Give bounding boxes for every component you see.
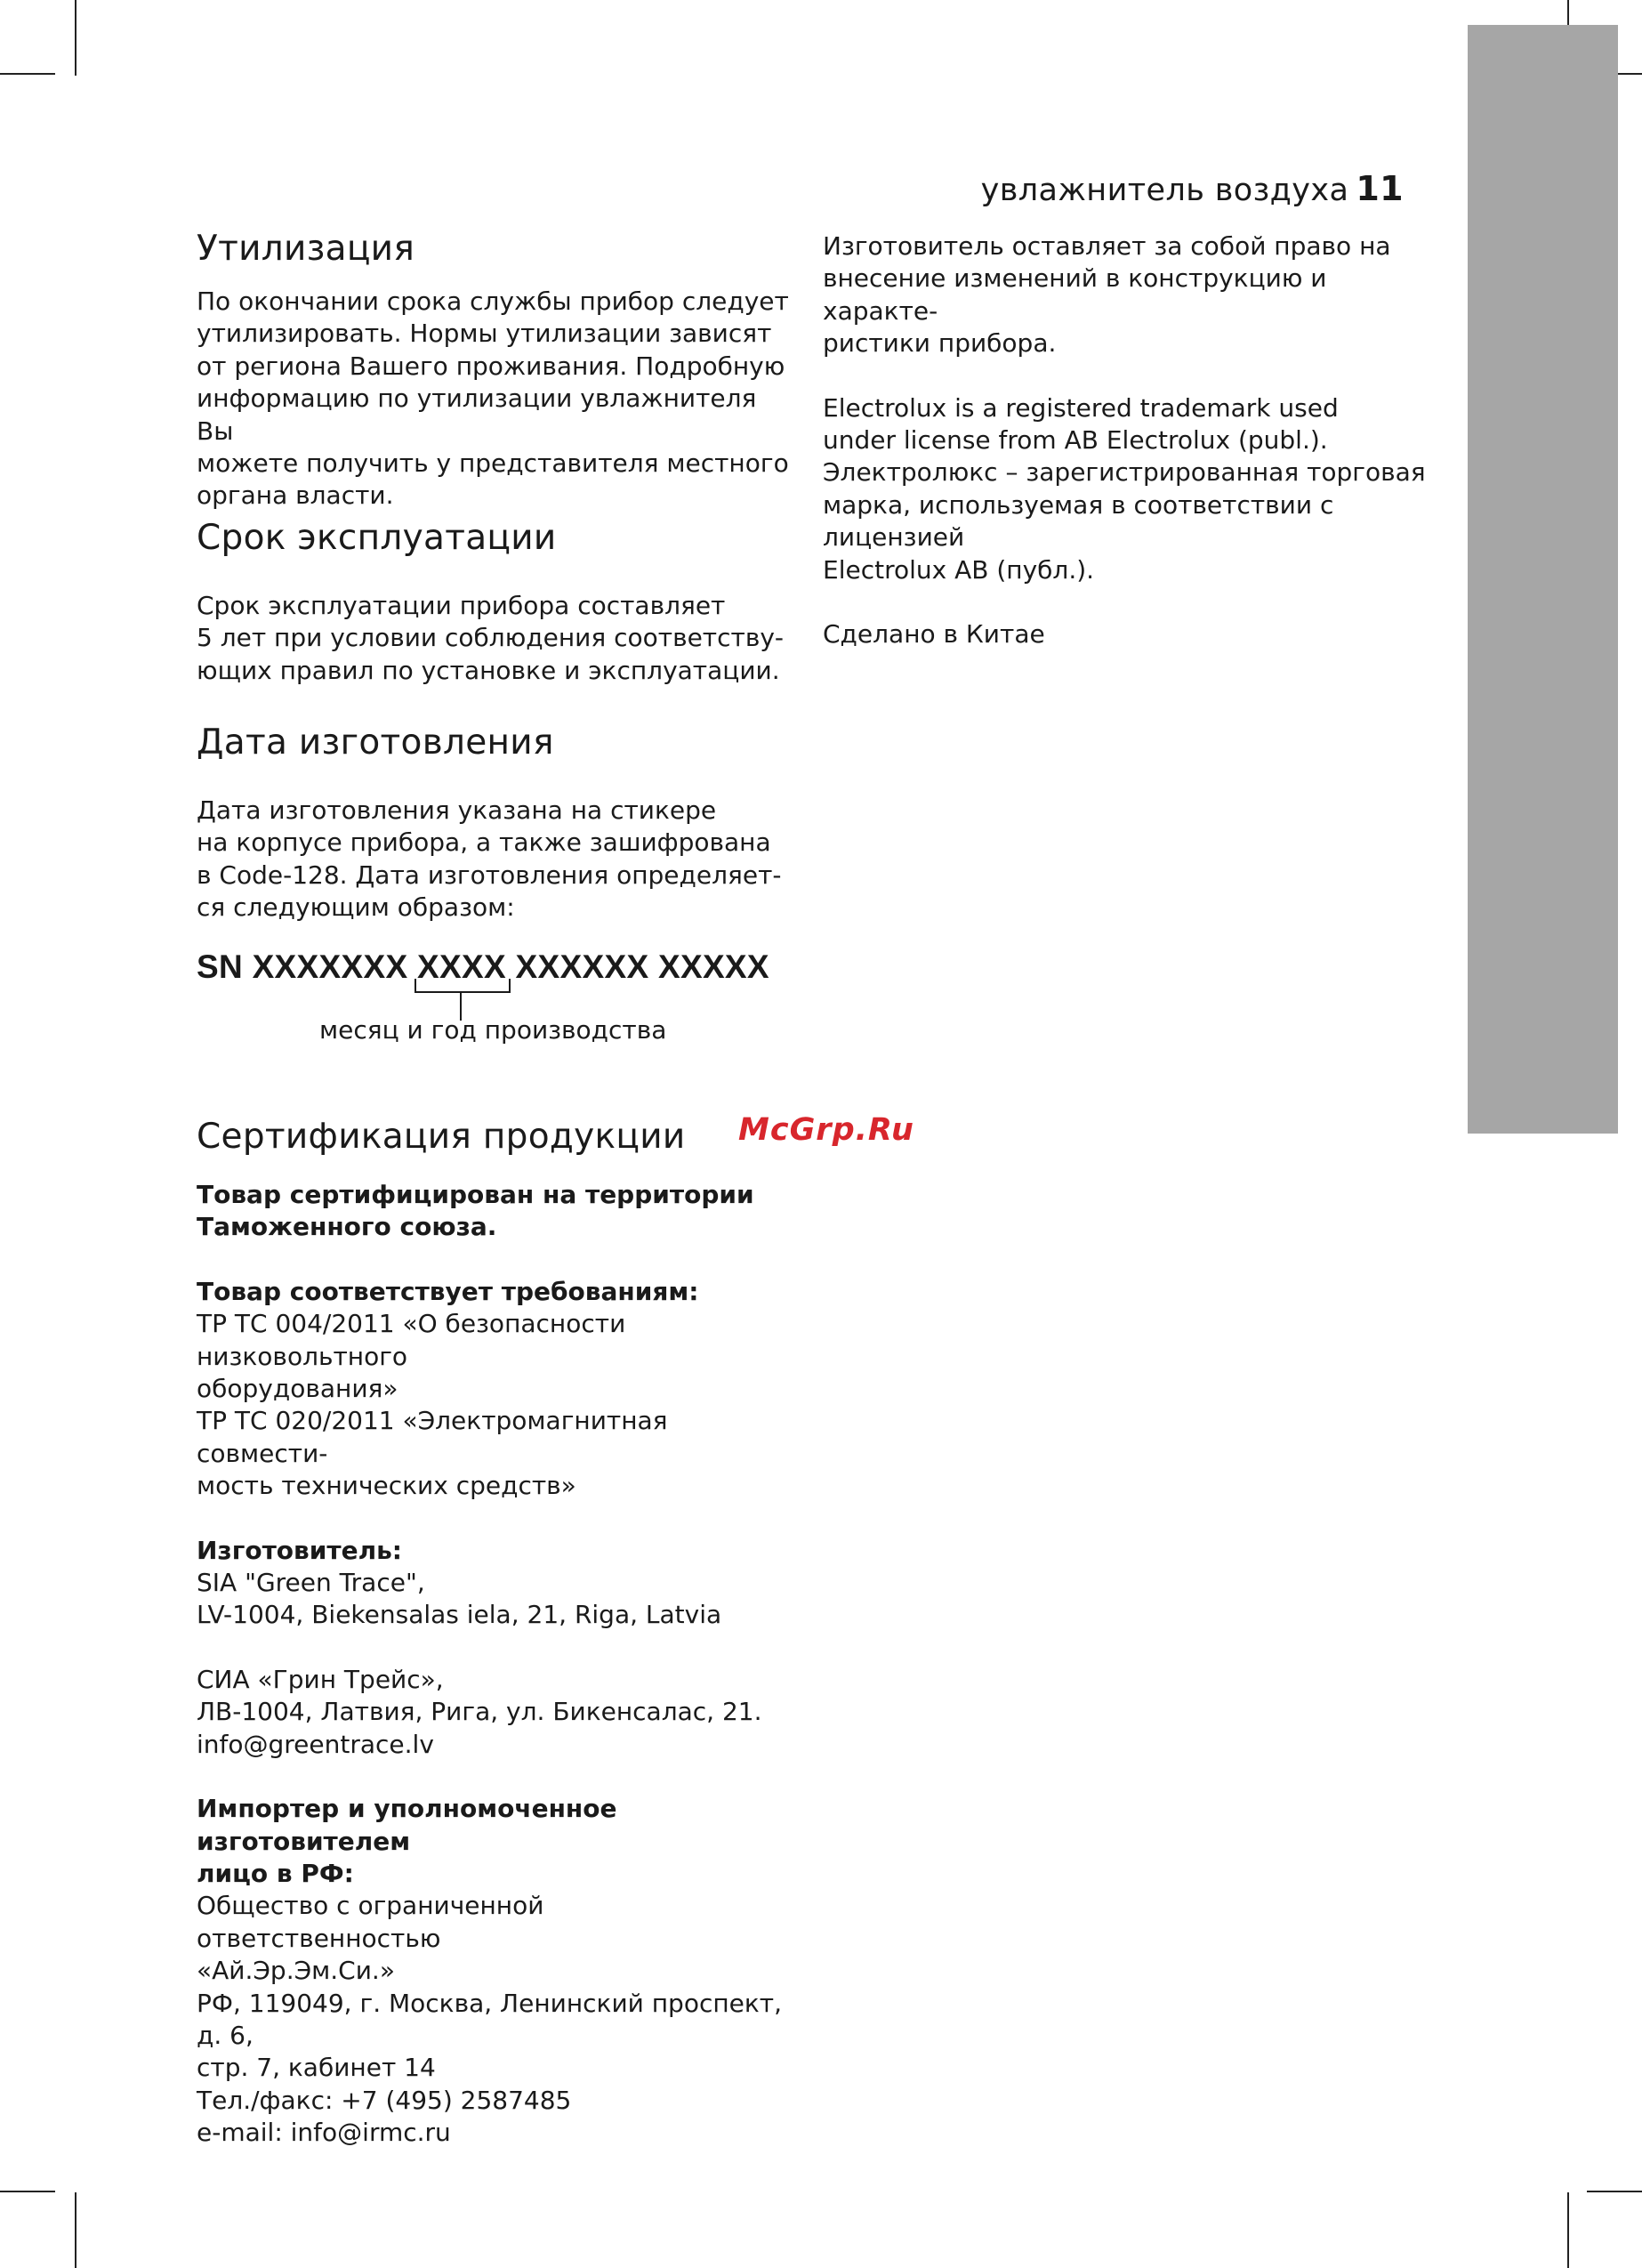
- crop-mark: [1567, 2192, 1569, 2268]
- service-life-text: Срок эксплуатации прибора составляет 5 лет при условии соблюдения соответству- ющих правил по установке и эксплуатации.: [197, 591, 784, 685]
- section-disposal: [197, 228, 793, 513]
- crop-mark: [1587, 2191, 1642, 2192]
- importer-text: Общество с ограниченной ответственностью «Ай.Эр.Эм.Си.» РФ, 119049, г. Москва, Ленинский проспект, д. 6, стр. 7, кабинет 14 Тел./факс: +7 (495) 2587485 e-mail: info@irmc.ru: [197, 1891, 782, 2148]
- disposal-heading: Утилизация: [197, 229, 415, 269]
- service-life-heading: Срок эксплуатации: [197, 518, 557, 558]
- requirements-title: Товар соответствует требованиям:: [197, 1276, 699, 1306]
- crop-mark: [0, 73, 55, 75]
- serial-date-part: XXXX: [417, 948, 506, 985]
- watermark: McGrp.Ru: [738, 1112, 914, 1148]
- manufacturer-latin: SIA "Green Trace", LV-1004, Biekensalas iela, 21, Riga, Latvia: [197, 1568, 722, 1630]
- manufacture-date-text: Дата изготовления указана на стикере на корпусе прибора, а также зашифрована в Code-128. Дата изготовления определяет- ся следующим образом:: [197, 795, 782, 923]
- manufacturer-cyrillic: СИА «Грин Трейс», ЛВ-1004, Латвия, Рига, ул. Бикенсалас, 21. info@greentrace.lv: [197, 1664, 762, 1759]
- made-in: Сделано в Китае: [823, 619, 1045, 650]
- manufacturer-title: Изготовитель:: [197, 1535, 402, 1565]
- serial-caption: месяц и год производства: [319, 1015, 667, 1045]
- importer-title: Импортер и уполномоченное изготовителем лицо в РФ:: [197, 1794, 617, 1888]
- section-manufacture-date: [197, 722, 793, 924]
- certification-heading: Сертификация продукции: [197, 1117, 686, 1157]
- header-title: увлажнитель воздуха: [980, 173, 1349, 208]
- right-column: [823, 230, 1428, 650]
- section-service-life: [197, 517, 793, 687]
- page-number: 11: [1356, 169, 1404, 208]
- trademark-notice: Electrolux is a registered trademark used under license from AB Electrolux (publ.). Электролюкс – зарегистрированная торговая марка, используемая в соответствии с лицензией Electrolux AB (публ.).: [823, 392, 1426, 585]
- requirements-text: ТР ТС 004/2011 «О безопасности низковольтного оборудования» ТР ТС 020/2011 «Электромагнитная совмести- мость технических средств»: [197, 1309, 668, 1501]
- crop-mark: [0, 2191, 55, 2192]
- serial-bracket: [415, 979, 511, 993]
- serial-suffix: XXXXXX XXXXX: [515, 948, 769, 985]
- disposal-text: По окончании срока службы прибор следует утилизировать. Нормы утилизации зависят от региона Вашего проживания. Подробную информацию по утилизации увлажнителя Вы можете получить у представителя местного органа власти.: [197, 287, 789, 511]
- rights-notice: Изготовитель оставляет за собой право на внесение изменений в конструкцию и характе- ристики прибора.: [823, 231, 1391, 359]
- page-header: [981, 169, 1404, 208]
- serial-prefix: SN XXXXXXX: [197, 948, 408, 985]
- side-tab: [1468, 25, 1618, 1134]
- manufacture-date-heading: Дата изготовления: [197, 722, 554, 763]
- crop-mark: [75, 2192, 76, 2268]
- section-certification: [197, 1116, 793, 2150]
- crop-mark: [75, 0, 76, 76]
- certified-text: Товар сертифицирован на территории Таможенного союза.: [197, 1180, 754, 1242]
